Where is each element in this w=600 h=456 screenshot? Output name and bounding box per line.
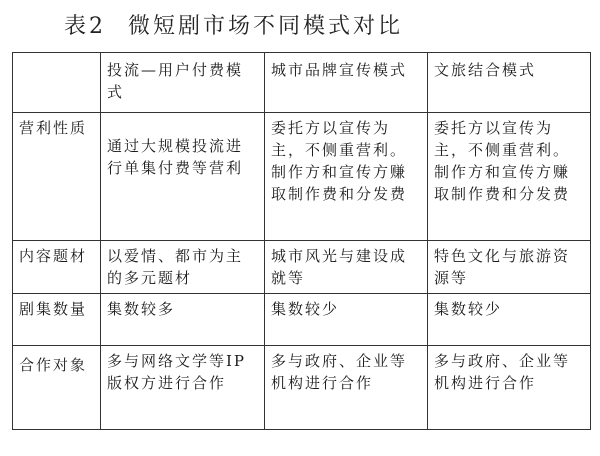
table-row — [13, 294, 591, 346]
table-row — [13, 241, 591, 294]
table-cell: 多与网络文学等IP版权方进行合作 — [101, 346, 265, 430]
row-label-profit-nature: 营利性质 — [13, 113, 101, 241]
table-cell: 委托方以宣传为主，不侧重营利。制作方和宣传方赚取制作费和分发费 — [428, 113, 591, 241]
table-header-row — [13, 53, 591, 113]
row-label-content-topic: 内容题材 — [13, 241, 101, 294]
table-cell: 集数较少 — [428, 294, 591, 346]
header-corner-cell — [13, 53, 101, 113]
table-row — [13, 113, 591, 241]
row-label-partners: 合作对象 — [13, 346, 101, 430]
table-cell: 委托方以宣传为主，不侧重营利。制作方和宣传方赚取制作费和分发费 — [265, 113, 428, 241]
comparison-table — [12, 52, 591, 430]
table-row — [13, 346, 591, 430]
header-cell-city-branding-model: 城市品牌宣传模式 — [265, 53, 428, 113]
table-cell: 集数较多 — [101, 294, 265, 346]
header-cell-paid-traffic-model: 投流—用户付费模式 — [101, 53, 265, 113]
table-cell: 多与政府、企业等机构进行合作 — [265, 346, 428, 430]
table-title: 微短剧市场不同模式对比 — [128, 13, 404, 39]
table-cell: 通过大规模投流进行单集付费等营利 — [101, 113, 265, 241]
table-caption — [64, 6, 403, 42]
row-label-episode-count: 剧集数量 — [13, 294, 101, 346]
table-number: 表2 — [64, 13, 106, 39]
table-cell: 城市风光与建设成就等 — [265, 241, 428, 294]
table-cell: 特色文化与旅游资源等 — [428, 241, 591, 294]
table-cell: 以爱情、都市为主的多元题材 — [101, 241, 265, 294]
header-cell-culture-tourism-model: 文旅结合模式 — [428, 53, 591, 113]
table-cell: 多与政府、企业等机构进行合作 — [428, 346, 591, 430]
table-cell: 集数较少 — [265, 294, 428, 346]
